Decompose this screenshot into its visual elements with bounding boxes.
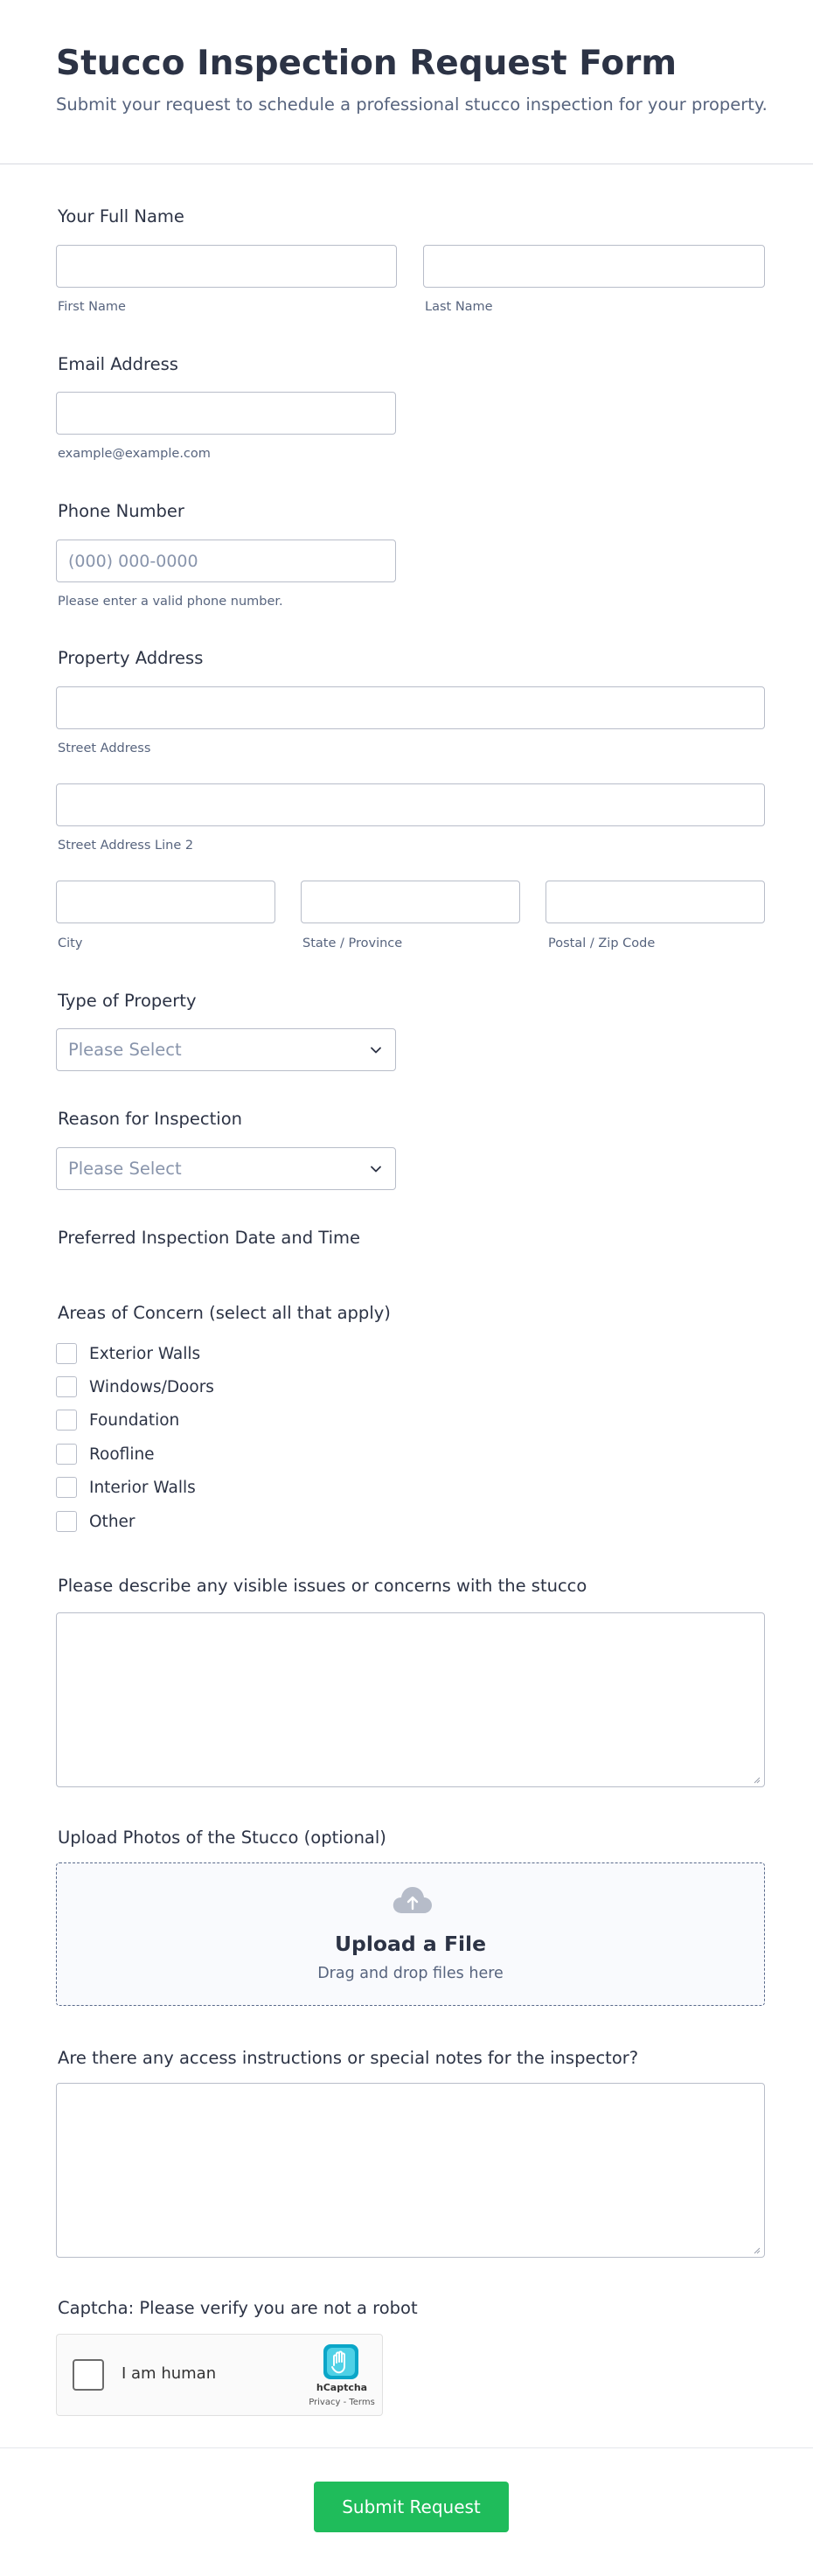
concern-option-label: Windows/Doors: [89, 1377, 214, 1396]
reason-selected: Please Select: [68, 1159, 182, 1179]
captcha-label: Captcha: Please verify you are not a robot: [58, 2298, 418, 2318]
notes-textarea[interactable]: [56, 2083, 765, 2258]
upload-subtitle: Drag and drop files here: [317, 1965, 504, 1982]
concern-option[interactable]: [56, 1409, 179, 1431]
property-type-select[interactable]: [56, 1028, 396, 1071]
captcha-widget: [56, 2334, 383, 2416]
first-name-input[interactable]: [56, 245, 397, 288]
email-input[interactable]: [56, 392, 396, 435]
form-header: [0, 0, 813, 164]
concern-checkbox[interactable]: [56, 1477, 77, 1498]
phone-sublabel: Please enter a valid phone number.: [58, 595, 283, 609]
state-input[interactable]: [301, 881, 520, 923]
resize-grip-icon[interactable]: [752, 2245, 761, 2254]
captcha-brand: hCaptcha: [316, 2382, 368, 2393]
concerns-label: Areas of Concern (select all that apply): [58, 1303, 391, 1323]
zip-sublabel: Postal / Zip Code: [548, 936, 656, 950]
chevron-down-icon: [368, 1161, 384, 1177]
concern-checkbox[interactable]: [56, 1376, 77, 1397]
street-address-sublabel: Street Address: [58, 741, 151, 755]
concern-option-label: Interior Walls: [89, 1478, 196, 1497]
address-label: Property Address: [58, 648, 204, 668]
hcaptcha-logo-icon: [322, 2343, 360, 2381]
email-sublabel: example@example.com: [58, 447, 211, 461]
concern-option-label: Foundation: [89, 1410, 180, 1430]
captcha-checkbox-label: I am human: [122, 2364, 217, 2383]
concern-option[interactable]: [56, 1443, 155, 1466]
last-name-input[interactable]: [423, 245, 765, 288]
full-name-label: Your Full Name: [58, 206, 184, 226]
form-subtitle: Submit your request to schedule a professional stucco inspection for your property.: [56, 94, 768, 115]
city-input[interactable]: [56, 881, 275, 923]
first-name-sublabel: First Name: [58, 300, 126, 314]
upload-title: Upload a File: [334, 1932, 487, 1956]
concern-option[interactable]: [56, 1476, 196, 1499]
reason-select[interactable]: [56, 1147, 396, 1190]
concern-checkbox[interactable]: [56, 1511, 77, 1532]
captcha-checkbox[interactable]: [73, 2359, 104, 2391]
street-address-line2-sublabel: Street Address Line 2: [58, 839, 194, 853]
concern-checkbox[interactable]: [56, 1343, 77, 1364]
form-title: Stucco Inspection Request Form: [56, 44, 677, 83]
concern-option[interactable]: [56, 1342, 200, 1365]
description-label: Please describe any visible issues or concerns with the stucco: [58, 1576, 587, 1596]
phone-input[interactable]: [56, 540, 396, 582]
concern-option[interactable]: [56, 1375, 214, 1398]
concern-checkbox[interactable]: [56, 1444, 77, 1465]
state-sublabel: State / Province: [302, 936, 403, 950]
concern-option[interactable]: [56, 1510, 136, 1533]
concern-option-label: Other: [89, 1512, 136, 1531]
concern-checkbox[interactable]: [56, 1410, 77, 1431]
submit-button[interactable]: Submit Request: [314, 2482, 509, 2532]
email-label: Email Address: [58, 354, 178, 374]
captcha-privacy-terms-link[interactable]: Privacy - Terms: [309, 2398, 375, 2407]
footer-divider: [0, 2447, 813, 2448]
date-time-label: Preferred Inspection Date and Time: [58, 1228, 361, 1248]
file-upload-dropzone[interactable]: [56, 1862, 765, 2006]
reason-label: Reason for Inspection: [58, 1109, 242, 1129]
concern-option-label: Roofline: [89, 1445, 155, 1464]
last-name-sublabel: Last Name: [425, 300, 493, 314]
resize-grip-icon[interactable]: [752, 1775, 761, 1784]
street-address-input[interactable]: [56, 686, 765, 729]
zip-input[interactable]: [545, 881, 765, 923]
upload-label: Upload Photos of the Stucco (optional): [58, 1828, 386, 1848]
concern-option-label: Exterior Walls: [89, 1344, 201, 1363]
description-textarea[interactable]: [56, 1612, 765, 1787]
property-type-label: Type of Property: [58, 991, 197, 1011]
cloud-upload-icon: [391, 1884, 434, 1916]
chevron-down-icon: [368, 1042, 384, 1058]
city-sublabel: City: [58, 936, 83, 950]
street-address-line2-input[interactable]: [56, 783, 765, 826]
phone-label: Phone Number: [58, 501, 184, 521]
notes-label: Are there any access instructions or special notes for the inspector?: [58, 2048, 639, 2068]
property-type-selected: Please Select: [68, 1040, 182, 1060]
